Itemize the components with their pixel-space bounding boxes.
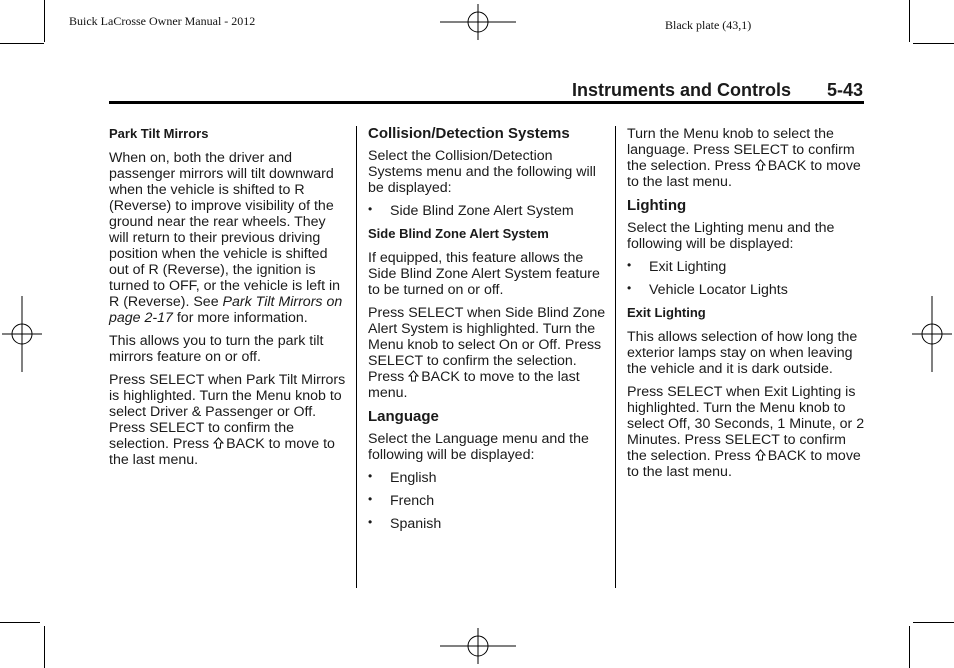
paragraph-text: Press SELECT when Park Tilt Mirrors is highlighted. Turn the Menu knob to select Driver & Passenger or Off. Press SELECT to confirm the selection. Press — [109, 372, 346, 452]
list-item — [627, 282, 867, 298]
crop-mark — [44, 0, 45, 42]
list-item-text: English — [390, 470, 437, 486]
bullet-icon: • — [627, 258, 632, 272]
paragraph — [627, 126, 867, 190]
crop-mark — [909, 0, 910, 42]
list-item-text: Vehicle Locator Lights — [649, 282, 788, 298]
crop-mark — [0, 622, 40, 623]
bullet-icon: • — [368, 515, 373, 529]
column-3 — [627, 126, 867, 487]
list-item — [368, 516, 608, 532]
paragraph: This allows selection of how long the exterior lamps stay on when leaving the vehicle and it is dark outside. — [627, 329, 858, 377]
back-arrow-icon — [408, 370, 419, 382]
registration-mark-icon — [2, 296, 42, 372]
crop-mark — [0, 43, 44, 44]
paragraph-text: BACK to move to the last menu. — [627, 158, 861, 190]
column-2 — [368, 126, 608, 539]
list-item — [368, 470, 608, 486]
paragraph-text: Press SELECT when Side Blind Zone Alert System is highlighted. Turn the Menu knob to select On or Off. Press SELECT to confirm the selection. Press — [368, 305, 606, 385]
column-divider — [615, 126, 616, 588]
crop-mark — [909, 626, 910, 668]
paragraph-text: When on, both the driver and passenger mirrors will tilt downward when the vehicle is shifted to R (Reverse) to improve visibility of the ground near the rear wheels. They will return to their previous driving position when the vehicle is shifted out of R (Reverse), the ignition is turned to OFF, or the vehicle is left in R (Reverse). See — [109, 150, 341, 310]
paragraph-text: Turn the Menu knob to select the language. Press SELECT to confirm the selection. Press — [627, 126, 855, 174]
heading-language: Language — [368, 408, 439, 425]
paragraph: If equipped, this feature allows the Side Blind Zone Alert System feature to be turned on or off. — [368, 250, 600, 298]
list-item — [368, 203, 608, 219]
heading-park-tilt-mirrors: Park Tilt Mirrors — [109, 126, 209, 141]
crop-mark — [913, 43, 954, 44]
list-item-text: French — [390, 493, 435, 509]
paragraph: This allows you to turn the park tilt mirrors feature on or off. — [109, 333, 324, 365]
paragraph: Select the Collision/Detection Systems menu and the following will be displayed: — [368, 148, 596, 196]
crop-mark — [913, 622, 954, 623]
plate-label: Black plate (43,1) — [665, 18, 752, 32]
paragraph — [368, 305, 608, 401]
paragraph-text: BACK to move to the last menu. — [627, 448, 861, 480]
paragraph-text: for more information. — [176, 310, 308, 326]
back-arrow-icon — [755, 159, 766, 171]
header-rule — [109, 101, 864, 104]
crop-mark — [44, 626, 45, 668]
registration-mark-icon — [440, 4, 516, 40]
list-item — [627, 259, 867, 275]
paragraph: Select the Lighting menu and the following will be displayed: — [627, 220, 835, 252]
list-item — [368, 493, 608, 509]
registration-mark-icon — [912, 296, 952, 372]
bullet-icon: • — [368, 492, 373, 506]
heading-lighting: Lighting — [627, 197, 687, 214]
paragraph — [627, 384, 867, 480]
list-item-text: Spanish — [390, 516, 442, 532]
column-divider — [356, 126, 357, 588]
heading-collision-detection: Collision/Detection Systems — [368, 125, 570, 142]
cross-reference-link[interactable]: Park Tilt Mirrors on page 2-17 — [109, 294, 343, 326]
section-title: Instruments and Controls — [572, 80, 792, 100]
bullet-icon: • — [368, 469, 373, 483]
bullet-icon: • — [627, 281, 632, 295]
back-arrow-icon — [213, 437, 224, 449]
page-number: 5-43 — [827, 80, 864, 100]
bullet-icon: • — [368, 202, 373, 216]
paragraph-text: BACK to move to the last menu. — [368, 369, 580, 401]
column-1 — [109, 126, 349, 475]
list-item-text: Exit Lighting — [649, 259, 727, 275]
paragraph-text: Press SELECT when Exit Lighting is highlighted. Turn the Menu knob to select Off, 30 Seconds, 1 Minute, or 2 Minutes. Press SELECT to confirm the selection. Press — [627, 384, 865, 464]
paragraph — [109, 372, 349, 468]
paragraph-text: BACK to move to the last menu. — [109, 436, 335, 468]
paragraph: Select the Language menu and the following will be displayed: — [368, 431, 589, 463]
heading-exit-lighting: Exit Lighting — [627, 305, 706, 320]
back-arrow-icon — [755, 449, 766, 461]
registration-mark-icon — [440, 628, 516, 664]
paragraph — [109, 150, 349, 326]
list-item-text: Side Blind Zone Alert System — [390, 203, 574, 219]
manual-title: Buick LaCrosse Owner Manual - 2012 — [69, 14, 256, 28]
heading-side-blind-zone: Side Blind Zone Alert System — [368, 226, 549, 241]
